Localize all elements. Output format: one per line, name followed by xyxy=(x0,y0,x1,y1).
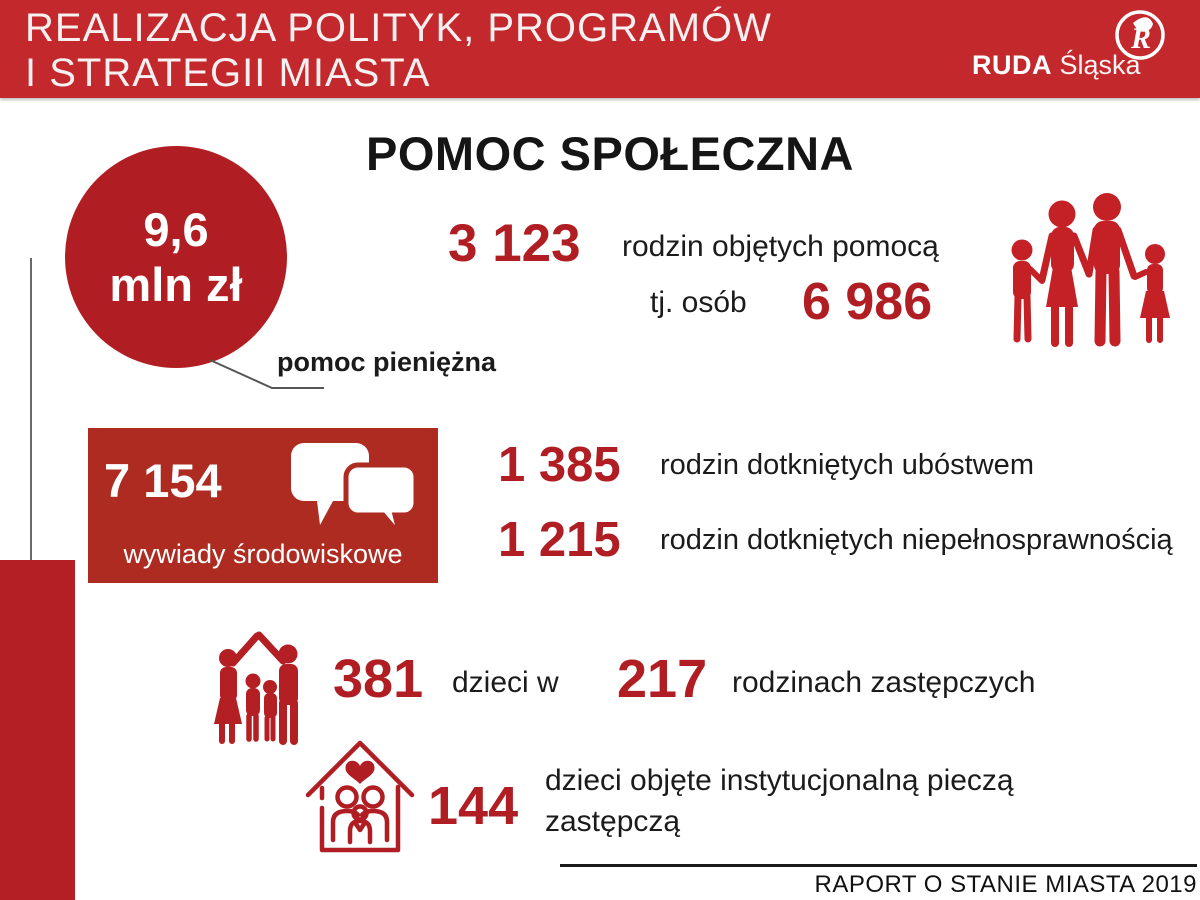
speech-bubbles-icon xyxy=(288,441,430,541)
header-title-line1: REALIZACJA POLITYK, PROGRAMÓW xyxy=(25,6,772,50)
interviews-value: 7 154 xyxy=(104,454,222,507)
foster-home-icon xyxy=(303,736,417,856)
budget-circle xyxy=(65,146,287,368)
persons-value: 6 986 xyxy=(802,273,933,331)
families-covered-label: rodzin objętych pomocą xyxy=(622,230,939,263)
header-title-line2: I STRATEGII MIASTA xyxy=(25,51,431,95)
ruda-slaska-logo-icon xyxy=(1112,7,1168,63)
interviews-label: wywiady środowiskowe xyxy=(123,539,403,569)
header-banner xyxy=(0,0,1200,98)
family-icon xyxy=(1000,188,1182,348)
left-accent-bar xyxy=(0,560,75,900)
institutional-label: dzieci objęte instytucjonalną pieczą zastępczą xyxy=(545,764,1014,838)
foster-children-value: 381 xyxy=(333,649,424,709)
footer-report-label: RAPORT O STANIE MIASTA 2019 xyxy=(814,871,1197,898)
budget-callout-label: pomoc pieniężna xyxy=(277,347,497,377)
budget-value: 9,6 xyxy=(143,202,209,256)
foster-children-label: dzieci w xyxy=(452,666,559,699)
disability-label: rodzin dotkniętych niepełnosprawnością xyxy=(660,524,1173,556)
logo-monogram-letter: R xyxy=(1130,22,1152,55)
city-logo-text-light: Śląska xyxy=(1059,50,1141,80)
foster-families-label: rodzinach zastępczych xyxy=(732,666,1036,699)
footer-divider-line xyxy=(560,864,1197,867)
foster-families-value: 217 xyxy=(617,649,708,709)
poverty-label: rodzin dotkniętych ubóstwem xyxy=(660,449,1034,481)
poverty-value: 1 385 xyxy=(498,438,621,492)
disability-value: 1 215 xyxy=(498,513,621,567)
interviews-box xyxy=(88,428,438,583)
page-title: POMOC SPOŁECZNA xyxy=(366,127,854,180)
city-logo-text-bold: RUDA xyxy=(972,50,1052,80)
left-divider-line xyxy=(30,258,32,560)
families-covered-value: 3 123 xyxy=(448,214,581,273)
persons-label: tj. osób xyxy=(650,286,747,319)
city-logo-text xyxy=(972,50,1141,81)
foster-family-icon xyxy=(210,627,308,745)
budget-unit: mln zł xyxy=(109,258,243,311)
institutional-value: 144 xyxy=(428,776,519,836)
